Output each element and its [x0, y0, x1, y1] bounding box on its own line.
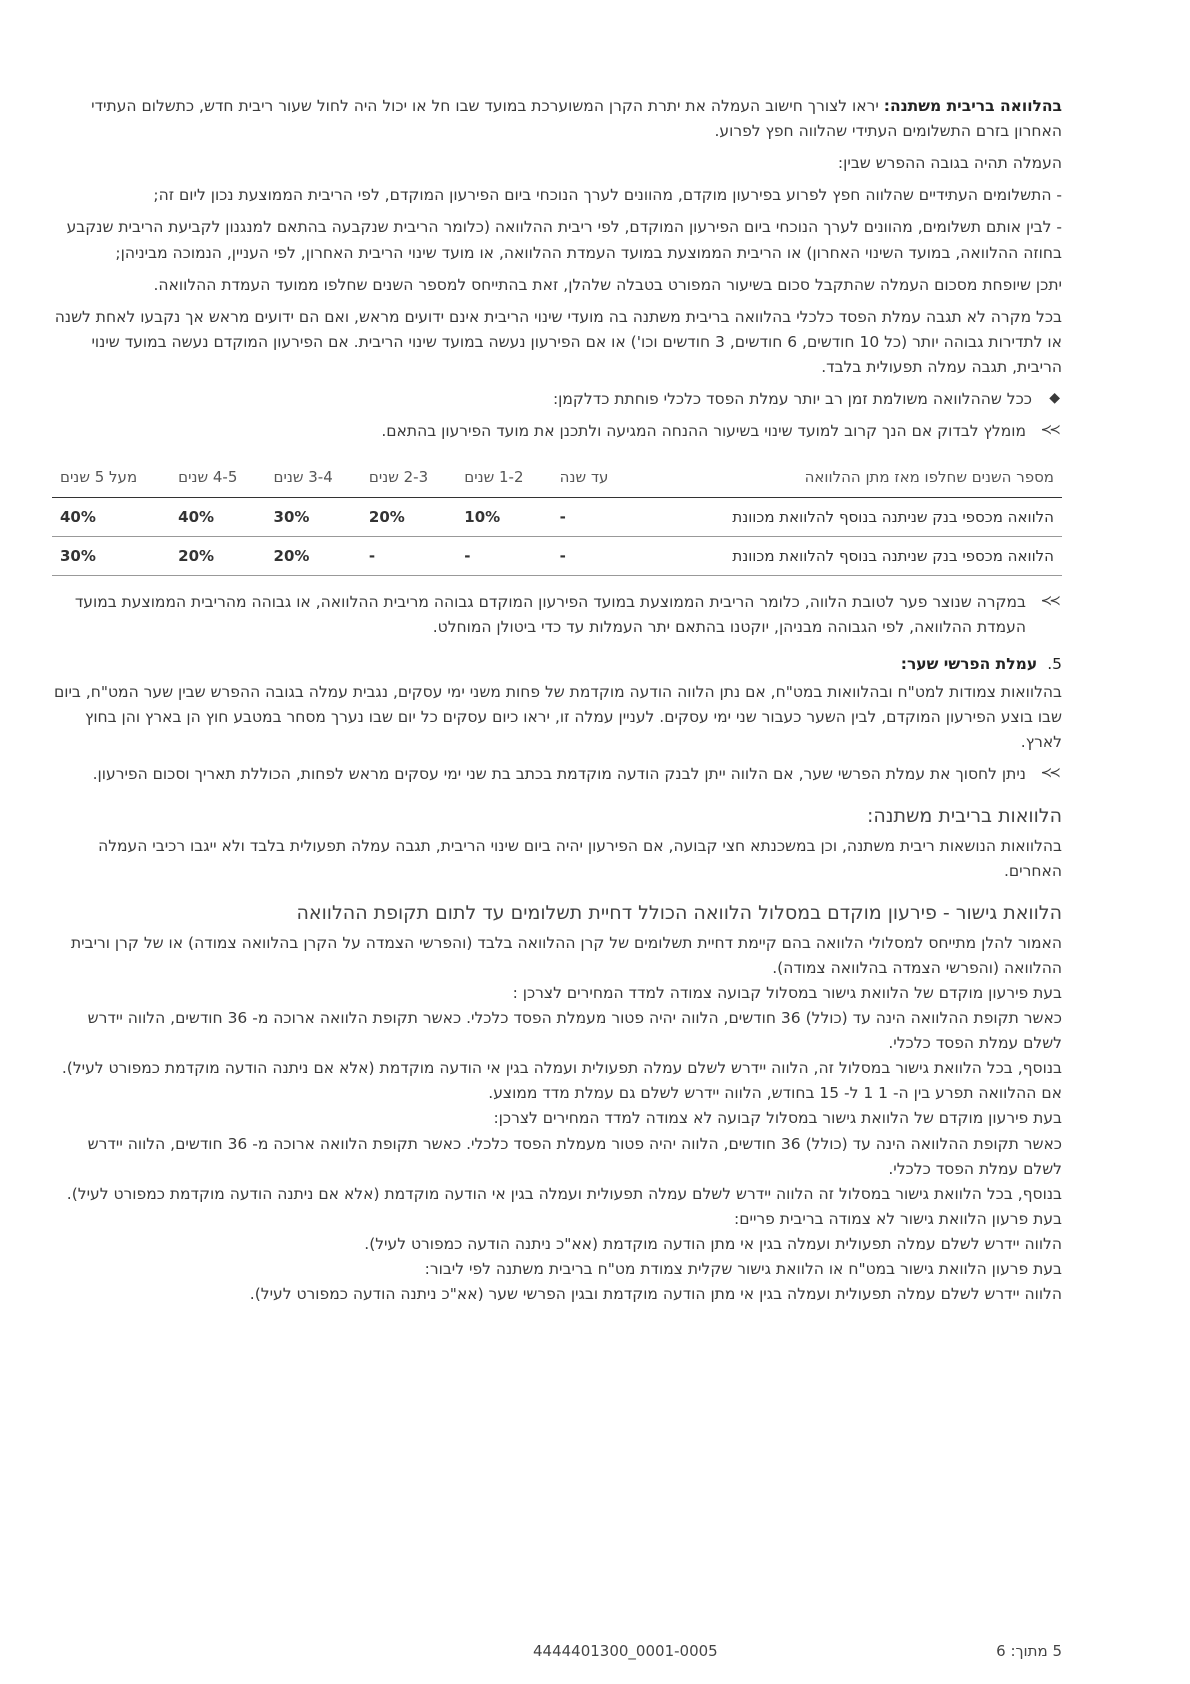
excess-note: [52, 590, 1062, 640]
section-title: עמלת הפרשי שער:: [900, 655, 1038, 674]
table-cell: 20%: [361, 497, 456, 536]
intro-text: יראו לצורך חישוב העמלה את יתרת הקרן המשוערכת במועד שבו חל או יכול היה לחול שעור ריבית חדש, כתשלום העתידי האחרון בזרם התשלומים העתידי שהלווה חפץ לפרוע.: [91, 97, 1062, 141]
table-header: מספר השנים שחלפו מאז מתן ההלוואה: [634, 458, 1062, 497]
variable-rate-heading: הלוואות בריבית משתנה:: [867, 804, 1062, 827]
bridge-line: בעת פרעון הלוואת גישור לא צמודה בריבית פריים:: [733, 1209, 1062, 1228]
intro-paragraph: [52, 94, 1062, 144]
diamond-bullet-icon: ◆: [1049, 390, 1060, 407]
table-cell: 20%: [266, 536, 361, 575]
reduction-paragraph: יתכן שיופחת מסכום העמלה שהתקבל סכום בשיעור המפורט בטבלה שלהלן, זאת בהתייחס למספר השנים שחלפו ממועד העמדת ההלוואה.: [153, 275, 1062, 294]
table-cell: -: [361, 536, 456, 575]
table-header: 2-3 שנים: [361, 458, 456, 497]
bridge-line: הלווה יידרש לשלם עמלה תפעולית ועמלה בגין אי מתן הודעה מוקדמת ובגין הפרשי שער (אא"כ ניתנה הודעה כמפורט לעיל).: [249, 1285, 1062, 1304]
table-cell: 30%: [266, 497, 361, 536]
excess-text: במקרה שנוצר פער לטובת הלווה, כלומר הריבית הממוצעת במועד הפירעון המוקדם גבוהה מריבית ההלוואה, או גבוהה מהריבית הממוצעת במועד העמדת ההלוואה, לפי הגבוהה מבניהן, יוקטנו בהתאם יתר העמלות עד כדי ביטולן המוחלט.: [74, 593, 1026, 637]
recommend-note: [52, 419, 1062, 444]
table-header: מעל 5 שנים: [52, 458, 170, 497]
table-cell: -: [552, 497, 634, 536]
double-arrow-icon: ≻≻: [1040, 593, 1058, 610]
table-cell: -: [456, 536, 551, 575]
fee-reduction-table: [52, 458, 1062, 576]
table-header: 4-5 שנים: [170, 458, 265, 497]
bridge-line: בנוסף, בכל הלוואת גישור במסלול זה, הלווה יידרש לשלם עמלה תפעולית ועמלה בגין אי הודעה מוקדמת (אלא אם ניתנה הודעה מוקדמת כמפורט לעיל). אם ההלוואה תפרע בין ה- 1 1 ל- 15 בחודש, הלווה יידרש לשלם גם עמלת מדד ממוצע.: [61, 1059, 1062, 1103]
table-cell: 10%: [456, 497, 551, 536]
bridge-line: הלווה יידרש לשלם עמלה תפעולית ועמלה בגין אי מתן הודעה מוקדמת (אא"כ ניתנה הודעה כמפורט לעיל).: [364, 1235, 1062, 1254]
recommend-text: מומלץ לבדוק אם הנך קרוב למועד שינוי בשיעור ההנחה המגיעה ולתכנן את מועד הפירעון בהתאם.: [381, 422, 1026, 441]
table-header-row: [52, 458, 1062, 497]
no-fee-paragraph: בכל מקרה לא תגבה עמלת הפסד כלכלי בהלוואה בריבית משתנה בה מועדי שינוי הריבית אינם ידועים מראש, ואם הם ידועים מראש אך נקבעו לאחת לשנה או לתדירות גבוהה יותר (כל 10 חודשים, 6 חודשים, 3 חודשים וכו') או אם הפירעון נעשה במועד שינוי הריבית. אם הפירעון המוקדם נעשה במועד שינוי הריבית, תגבה עמלה תפעולית בלבד.: [54, 307, 1062, 376]
variable-rate-text: בהלוואות הנושאות ריבית משתנה, וכן במשכנתא חצי קבועה, אם הפירעון יהיה ביום שינוי הריבית, תגבה עמלה תפעולית בלבד ולא ייגבו רכיבי העמלה האחרים.: [98, 836, 1062, 880]
table-row: [52, 536, 1062, 575]
dash-item-1: - התשלומים העתידיים שהלווה חפץ לפרוע בפירעון מוקדם, מהוונים לערך הנוכחי ביום הפירעון המוקדם, לפי הריבית הממוצעת נכון ליום זה;: [153, 186, 1062, 205]
table-header: 3-4 שנים: [266, 458, 361, 497]
table-header: עד שנה: [552, 458, 634, 497]
document-code: 4444401300_0001-0005: [533, 1642, 718, 1660]
intro-text-2: העמלה תהיה בגובה ההפרש שבין:: [837, 154, 1062, 173]
table-cell: 30%: [52, 536, 170, 575]
table-cell: הלוואה מכספי בנק שניתנה בנוסף להלוואת מכוונת: [634, 536, 1062, 575]
table-header: 1-2 שנים: [456, 458, 551, 497]
bridge-line: בנוסף, בכל הלוואת גישור במסלול זה הלווה יידרש לשלם עמלה תפעולית ועמלה בגין אי הודעה מוקדמת (אלא אם ניתנה הודעה מוקדמת כמפורט לעיל).: [66, 1184, 1062, 1203]
dash-item-2: - לבין אותם תשלומים, מהוונים לערך הנוכחי ביום הפירעון המוקדם, לפי ריבית ההלוואה (כלומר הריבית שנקבעה בהתאם למנגנון לקביעת הריבית שנקבע בחוזה ההלוואה, במועד השינוי האחרון) או הריבית הממוצעת במועד העמדת ההלוואה, או מועד שינוי הריבית האחרון, לפי העניין, הנמוכה מביניהן;: [66, 218, 1062, 262]
page-number: 5 מתוך: 6: [996, 1642, 1062, 1660]
table-cell: 40%: [52, 497, 170, 536]
bridge-line: בעת פרעון הלוואת גישור במט"ח או הלוואת גישור שקלית צמודת מט"ח בריבית משתנה לפי ליבור:: [424, 1260, 1062, 1279]
document-body: [52, 94, 1062, 1307]
section-5-note-text: ניתן לחסוך את עמלת הפרשי שער, אם הלווה ייתן לבנק הודעה מוקדמת בכתב בת שני ימי עסקים מראש לפחות, הכוללת תאריך וסכום הפירעון.: [92, 764, 1026, 783]
section-number: 5.: [1047, 655, 1062, 674]
table-cell: 20%: [170, 536, 265, 575]
table-cell: 40%: [170, 497, 265, 536]
section-5-heading: [52, 652, 1062, 677]
table-row: [52, 497, 1062, 536]
table-cell: -: [552, 536, 634, 575]
bridge-line: כאשר תקופת ההלוואה הינה עד (כולל) 36 חודשים, הלווה יהיה פטור מעמלת הפסד כלכלי. כאשר תקופת הלוואה ארוכה מ- 36 חודשים, הלווה יידרש לשלם עמלת הפסד כלכלי.: [87, 1134, 1062, 1178]
bullet-text: ככל שההלוואה משולמת זמן רב יותר עמלת הפסד כלכלי פוחתת כדלקמן:: [552, 390, 1032, 409]
bridge-line: בעת פירעון מוקדם של הלוואת גישור במסלול קבועה לא צמודה למדד המחירים לצרכן:: [493, 1109, 1062, 1128]
intro-label: בהלוואה בריבית משתנה:: [883, 97, 1062, 115]
double-arrow-icon: ≻≻: [1040, 422, 1058, 439]
double-arrow-icon: ≻≻: [1040, 764, 1058, 781]
section-5-text: בהלוואות צמודות למט"ח ובהלוואות במט"ח, אם נתן הלווה הודעה מוקדמת של פחות משני ימי עסקים, נגבית עמלה בגובה ההפרש שבין שער המט"ח, ביום שבו בוצע הפירעון המוקדם, לבין השער כעבור שני ימי עסקים. לעניין עמלה זו, יראו כיום עסקים כל יום שבו נערך מסחר במטבע חוץ הן בארץ והן בחוץ לארץ.: [53, 682, 1062, 751]
bridge-loan-heading: הלוואת גישור - פירעון מוקדם במסלול הלוואה הכולל דחיית תשלומים עד לתום תקופת ההלוואה: [296, 901, 1062, 924]
bridge-line: האמור להלן מתייחס למסלולי הלוואה בהם קיימת דחיית תשלומים של קרן ההלוואה בלבד (והפרשי הצמדה על הקרן בהלוואה צמודה) או של קרן וריבית ההלוואה (והפרשי הצמדה בהלוואה צמודה).: [70, 933, 1062, 977]
section-5-note: [52, 762, 1062, 787]
table-cell: הלוואה מכספי בנק שניתנה בנוסף להלוואת מכוונת: [634, 497, 1062, 536]
bridge-line: בעת פירעון מוקדם של הלוואת גישור במסלול קבועה צמודה למדד המחירים לצרכן :: [512, 983, 1062, 1002]
bullet-item: [52, 387, 1062, 412]
bridge-line: כאשר תקופת ההלוואה הינה עד (כולל) 36 חודשים, הלווה יהיה פטור מעמלת הפסד כלכלי. כאשר תקופת הלוואה ארוכה מ- 36 חודשים, הלווה יידרש לשלם עמלת הפסד כלכלי.: [87, 1009, 1062, 1053]
